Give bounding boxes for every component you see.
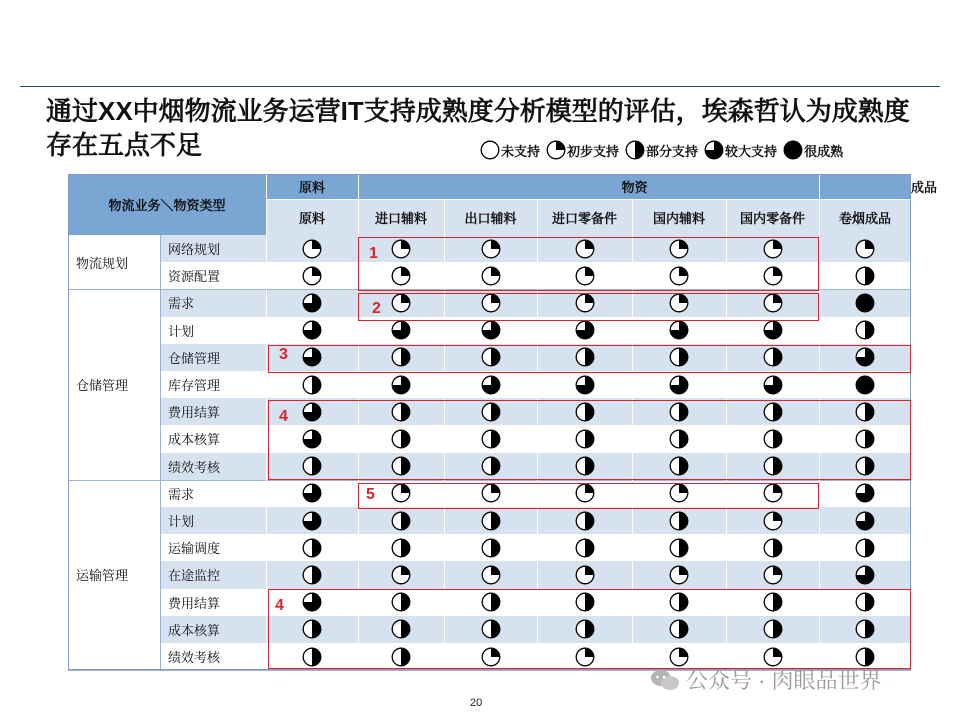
row-label: 费用结算: [168, 595, 221, 611]
page-title: 通过XX中烟物流业务运营IT支持成熟度分析模型的评估，埃森哲认为成熟度存在五点不足: [46, 96, 910, 160]
annotation-box: [358, 483, 819, 509]
row-label: 库存管理: [168, 378, 221, 394]
harvey-ball-icon: [480, 140, 500, 160]
harvey-ball-icon: [546, 140, 566, 160]
legend-label: 部分支持: [646, 143, 699, 159]
row-label: 成本核算: [168, 622, 221, 638]
annotation-number: 3: [279, 346, 288, 363]
row-label: 计划: [168, 323, 195, 339]
section-label: 物流规划: [76, 255, 129, 271]
group-header: 物资: [621, 180, 648, 195]
legend-label: 较大支持: [725, 143, 778, 159]
annotation-box: [358, 237, 819, 291]
row-label: 绩效考核: [168, 650, 221, 666]
legend-label: 初步支持: [567, 143, 620, 159]
legend-item: [625, 140, 698, 160]
row-label: 计划: [168, 514, 195, 530]
harvey-ball-icon: [704, 140, 724, 160]
harvey-ball-icon: [625, 140, 645, 160]
column-header: 国内辅料: [652, 210, 705, 226]
watermark: [650, 664, 882, 695]
row-label: 绩效考核: [168, 459, 221, 475]
annotation-number: 4: [275, 597, 284, 614]
row-label: 资源配置: [168, 269, 221, 285]
group-header: 成品: [911, 180, 938, 195]
legend-label: 很成熟: [804, 143, 844, 159]
column-header: 国内零备件: [739, 210, 805, 226]
legend-item: [704, 140, 777, 160]
legend-item: [546, 140, 619, 160]
page-number: 20: [470, 697, 483, 709]
row-label: 网络规划: [168, 242, 221, 258]
corner-label: 物流业务＼物资类型: [108, 198, 226, 213]
row-label: 需求: [168, 486, 195, 502]
annotation-number: 1: [369, 245, 378, 262]
legend-item: [783, 140, 843, 160]
column-header: 进口辅料: [374, 210, 427, 226]
annotation-box: [268, 400, 911, 480]
column-header: 原料: [298, 210, 325, 226]
row-label: 成本核算: [168, 432, 221, 448]
wechat-icon: [650, 669, 680, 691]
watermark-text: 公众号 · 肉眼品世界: [686, 668, 882, 693]
row-label: 运输调度: [168, 541, 221, 557]
annotation-number: 4: [279, 408, 288, 425]
legend-item: [480, 140, 540, 160]
annotation-number: 2: [372, 300, 381, 317]
annotation-box: [268, 345, 911, 373]
column-header: 出口辅料: [464, 210, 517, 226]
section-label: 运输管理: [76, 568, 129, 584]
row-label: 在途监控: [168, 568, 221, 584]
row-label: 费用结算: [168, 405, 221, 421]
section-label: 仓储管理: [76, 378, 129, 394]
harvey-ball-icon: [783, 140, 803, 160]
annotation-box: [268, 589, 911, 669]
annotation-box: [358, 293, 819, 321]
legend-label: 未支持: [501, 143, 541, 159]
legend: [480, 138, 849, 162]
annotation-number: 5: [366, 486, 375, 503]
group-header: 原料: [298, 180, 325, 195]
column-header: 卷烟成品: [838, 210, 891, 226]
top-rule: [20, 86, 940, 87]
column-header: 进口零备件: [551, 210, 617, 226]
row-label: 需求: [168, 296, 195, 312]
row-label: 仓储管理: [168, 350, 221, 366]
